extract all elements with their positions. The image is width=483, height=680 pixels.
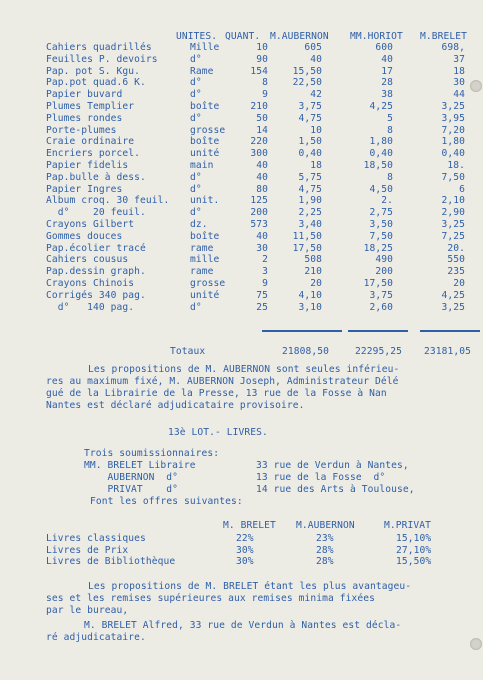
row-price-horiot: 8 (387, 124, 393, 136)
total-rule (348, 330, 408, 332)
row-price-aubernon: 15,50 (292, 65, 322, 77)
offres-title: Font les offres suivantes: (90, 496, 243, 507)
punch-hole (470, 80, 482, 92)
row-price-horiot: 7,50 (369, 230, 393, 242)
row-unit: dz. (190, 219, 208, 230)
row-item-name: Cahiers quadrillés (46, 42, 152, 53)
row-unit: rame (190, 242, 214, 254)
row-price-horiot: 5 (387, 112, 393, 124)
row-price-horiot: 18,25 (363, 242, 393, 254)
row-unit: d° (190, 171, 202, 183)
row-price-horiot: 2,60 (369, 301, 393, 313)
row-price-brelet: 1,80 (441, 136, 465, 148)
row-item-name: Encriers porcel. (46, 148, 141, 160)
row-price-horiot: 2. (381, 195, 393, 207)
row-quantity: 30 (256, 242, 268, 254)
row-quantity: 40 (256, 160, 268, 171)
row-item-name: Craie ordinaire (46, 136, 135, 148)
header-unites: UNITES. (176, 31, 218, 42)
row-item-name: Pap.bulle à dess. (46, 171, 146, 183)
row-price-aubernon: 605 (304, 42, 322, 53)
row-price-aubernon: 11,50 (292, 230, 322, 242)
row-item-name: Porte-plumes (46, 124, 117, 136)
row-price-horiot: 40 (381, 53, 393, 65)
offres-header-aubernon: M.AUBERNON (296, 520, 355, 531)
row-price-aubernon: 42 (310, 89, 322, 101)
row-price-horiot: 2,75 (369, 207, 393, 219)
row-price-aubernon: 40 (310, 53, 322, 65)
row-price-brelet: 235 (447, 266, 465, 278)
offre-privat: 27,10% (396, 544, 432, 556)
total-rule (420, 330, 480, 332)
row-price-horiot: 0,40 (369, 148, 393, 160)
row-price-brelet: 6 (459, 183, 465, 195)
row-price-brelet: 7,25 (441, 230, 465, 242)
row-price-horiot: 200 (375, 266, 393, 278)
row-unit: boîte (190, 101, 220, 112)
row-unit: unit. (190, 195, 220, 207)
row-price-brelet: 3,25 (441, 101, 465, 112)
row-price-brelet: 30 (453, 77, 465, 89)
row-price-horiot: 18,50 (363, 160, 393, 171)
para1-line: gué de la Librairie de la Presse, 13 rue de la Fosse à Nan (46, 388, 387, 399)
row-price-brelet: 20. (447, 242, 465, 254)
row-price-aubernon: 4,75 (298, 183, 322, 195)
soumissionnaires-title: Trois soumissionnaires: (84, 448, 220, 459)
para2-line: M. BRELET Alfred, 33 rue de Verdun à Nantes est décla- (84, 620, 402, 631)
row-unit: grosse (190, 278, 226, 289)
offre-name: Livres de Prix (46, 544, 129, 556)
row-price-brelet: 18. (447, 160, 465, 171)
row-quantity: 14 (256, 124, 268, 136)
row-price-aubernon: 1,50 (298, 136, 322, 148)
row-unit: d° (190, 112, 202, 124)
row-price-brelet: 2,10 (441, 195, 465, 207)
row-item-name: Pap.écolier tracé (46, 242, 146, 254)
total-rule (262, 330, 342, 332)
soumissionnaire-address: 33 rue de Verdun à Nantes, (256, 460, 409, 471)
row-price-horiot: 490 (375, 254, 393, 266)
header-brelet: M.BRELET (420, 31, 468, 42)
totals-aubernon: 21808,50 (282, 346, 330, 357)
row-price-brelet: 2,90 (441, 207, 465, 219)
row-quantity: 40 (256, 171, 268, 183)
offre-brelet: 30% (236, 544, 254, 556)
para1-line: Nantes est déclaré adjudicataire provisoire. (46, 400, 305, 411)
para2-line: Les propositions de M. BRELET étant les plus avantageu- (88, 581, 412, 592)
row-price-brelet: 3,95 (441, 112, 465, 124)
row-quantity: 25 (256, 301, 268, 313)
row-unit: d° (190, 183, 202, 195)
row-quantity: 8 (262, 77, 268, 89)
row-price-horiot: 1,80 (369, 136, 393, 148)
row-quantity: 2 (262, 254, 268, 266)
row-price-brelet: 3,25 (441, 219, 465, 230)
row-price-aubernon: 10 (310, 124, 322, 136)
row-price-aubernon: 210 (304, 266, 322, 278)
row-price-brelet: 550 (447, 254, 465, 266)
row-price-aubernon: 3,75 (298, 101, 322, 112)
row-unit: d° (190, 207, 202, 219)
row-quantity: 125 (250, 195, 268, 207)
row-price-horiot: 17,50 (363, 278, 393, 289)
row-unit: unité (190, 148, 220, 160)
row-price-aubernon: 3,40 (298, 219, 322, 230)
offre-privat: 15,10% (396, 533, 432, 544)
header-horiot: MM.HORIOT (350, 31, 403, 42)
row-price-brelet: 18 (453, 65, 465, 77)
row-unit: grosse (190, 124, 226, 136)
totals-label: Totaux (170, 346, 206, 357)
soumissionnaire-name: AUBERNON d° (84, 472, 179, 483)
row-price-brelet: 7,50 (441, 171, 465, 183)
para2-line: ses et les remises supérieures aux remises minima fixées (46, 593, 376, 604)
row-quantity: 573 (250, 219, 268, 230)
row-price-horiot: 8 (387, 171, 393, 183)
row-price-aubernon: 508 (304, 254, 322, 266)
offre-name: Livres classiques (46, 533, 146, 544)
row-quantity: 75 (256, 289, 268, 301)
row-quantity: 210 (250, 101, 268, 112)
para1-line: res au maximum fixé, M. AUBERNON Joseph, Administrateur Délé (46, 376, 399, 387)
row-unit: d° (190, 89, 202, 101)
row-price-brelet: 20 (453, 278, 465, 289)
row-price-brelet: 0,40 (441, 148, 465, 160)
row-price-aubernon: 17,50 (292, 242, 322, 254)
row-item-name: Crayons Gilbert (46, 219, 135, 230)
offre-privat: 15,50% (396, 556, 432, 567)
row-item-name: Gommes douces (46, 230, 123, 242)
row-item-name: Plumes Templier (46, 101, 135, 112)
offres-header-privat: M.PRIVAT (384, 520, 432, 531)
offre-aubernon: 28% (316, 544, 334, 556)
offre-aubernon: 28% (316, 556, 334, 567)
row-price-aubernon: 1,90 (298, 195, 322, 207)
offres-header-brelet: M. BRELET (223, 520, 276, 531)
row-quantity: 10 (256, 42, 268, 53)
row-item-name: Crayons Chinois (46, 278, 135, 289)
punch-hole (470, 638, 482, 650)
soumissionnaire-name: MM. BRELET Libraire (84, 460, 196, 471)
row-quantity: 90 (256, 53, 268, 65)
row-price-horiot: 3,50 (369, 219, 393, 230)
row-unit: mille (190, 254, 220, 266)
row-price-aubernon: 3,10 (298, 301, 322, 313)
row-item-name: Pap.pot quad.6 K. (46, 77, 146, 89)
row-price-horiot: 3,75 (369, 289, 393, 301)
para2-line: ré adjudicataire. (46, 632, 146, 643)
row-unit: Mille (190, 42, 220, 53)
header-aubernon: M.AUBERNON (270, 31, 329, 42)
row-item-name: Corrigés 340 pag. (46, 289, 146, 301)
row-unit: d° (190, 77, 202, 89)
row-price-aubernon: 2,25 (298, 207, 322, 219)
row-price-horiot: 4,50 (369, 183, 393, 195)
row-quantity: 200 (250, 207, 268, 219)
row-price-brelet: 37 (453, 53, 465, 65)
row-price-aubernon: 4,10 (298, 289, 322, 301)
row-quantity: 300 (250, 148, 268, 160)
row-item-name: Feuilles P. devoirs (46, 53, 158, 65)
row-quantity: 40 (256, 230, 268, 242)
row-item-name: Papier buvard (46, 89, 123, 101)
row-price-horiot: 38 (381, 89, 393, 101)
offre-brelet: 22% (236, 533, 254, 544)
row-price-horiot: 4,25 (369, 101, 393, 112)
row-price-brelet: 4,25 (441, 289, 465, 301)
row-unit: boîte (190, 136, 220, 148)
row-price-brelet: 7,20 (441, 124, 465, 136)
soumissionnaire-address: 14 rue des Arts à Toulouse, (256, 484, 415, 495)
soumissionnaire-name: PRIVAT d° (84, 484, 179, 495)
offre-name: Livres de Bibliothèque (46, 556, 176, 567)
row-item-name: Pap.dessin graph. (46, 266, 146, 278)
row-unit: Rame (190, 65, 214, 77)
row-price-aubernon: 4,75 (298, 112, 322, 124)
row-item-name: Plumes rondes (46, 112, 123, 124)
row-unit: d° (190, 301, 202, 313)
row-item-name: Cahiers cousus (46, 254, 129, 266)
para2-line: par le bureau, (46, 605, 129, 616)
row-quantity: 220 (250, 136, 268, 148)
row-item-name: Papier Ingres (46, 183, 123, 195)
totals-brelet: 23181,05 (424, 346, 472, 357)
row-price-horiot: 17 (381, 65, 393, 77)
row-unit: unité (190, 289, 220, 301)
row-price-brelet: 3,25 (441, 301, 465, 313)
lot-title: 13è LOT.- LIVRES. (168, 427, 268, 438)
row-quantity: 9 (262, 278, 268, 289)
offre-aubernon: 23% (316, 533, 334, 544)
para1-line: Les propositions de M. AUBERNON sont seules inférieu- (88, 364, 400, 375)
header-quant: QUANT. (225, 31, 261, 42)
row-price-brelet: 44 (453, 89, 465, 101)
row-price-horiot: 28 (381, 77, 393, 89)
row-quantity: 9 (262, 89, 268, 101)
soumissionnaire-address: 13 rue de la Fosse d° (256, 472, 386, 483)
row-item-name: d° 20 feuil. (46, 207, 146, 219)
row-unit: d° (190, 53, 202, 65)
row-quantity: 80 (256, 183, 268, 195)
offre-brelet: 30% (236, 556, 254, 567)
row-item-name: Album croq. 30 feuil. (46, 195, 170, 207)
row-price-aubernon: 0,40 (298, 148, 322, 160)
row-unit: rame (190, 266, 214, 278)
row-quantity: 3 (262, 266, 268, 278)
row-price-brelet: 698, (441, 42, 465, 53)
row-item-name: Papier fidelis (46, 160, 129, 171)
row-quantity: 154 (250, 65, 268, 77)
row-unit: main (190, 160, 214, 171)
row-price-aubernon: 22,50 (292, 77, 322, 89)
row-item-name: d° 140 pag. (46, 301, 135, 313)
row-item-name: Pap. pot S. Kgu. (46, 65, 141, 77)
row-price-aubernon: 5,75 (298, 171, 322, 183)
totals-horiot: 22295,25 (355, 346, 403, 357)
row-quantity: 50 (256, 112, 268, 124)
row-price-aubernon: 20 (310, 278, 322, 289)
row-price-aubernon: 18 (310, 160, 322, 171)
row-price-horiot: 600 (375, 42, 393, 53)
row-unit: boîte (190, 230, 220, 242)
